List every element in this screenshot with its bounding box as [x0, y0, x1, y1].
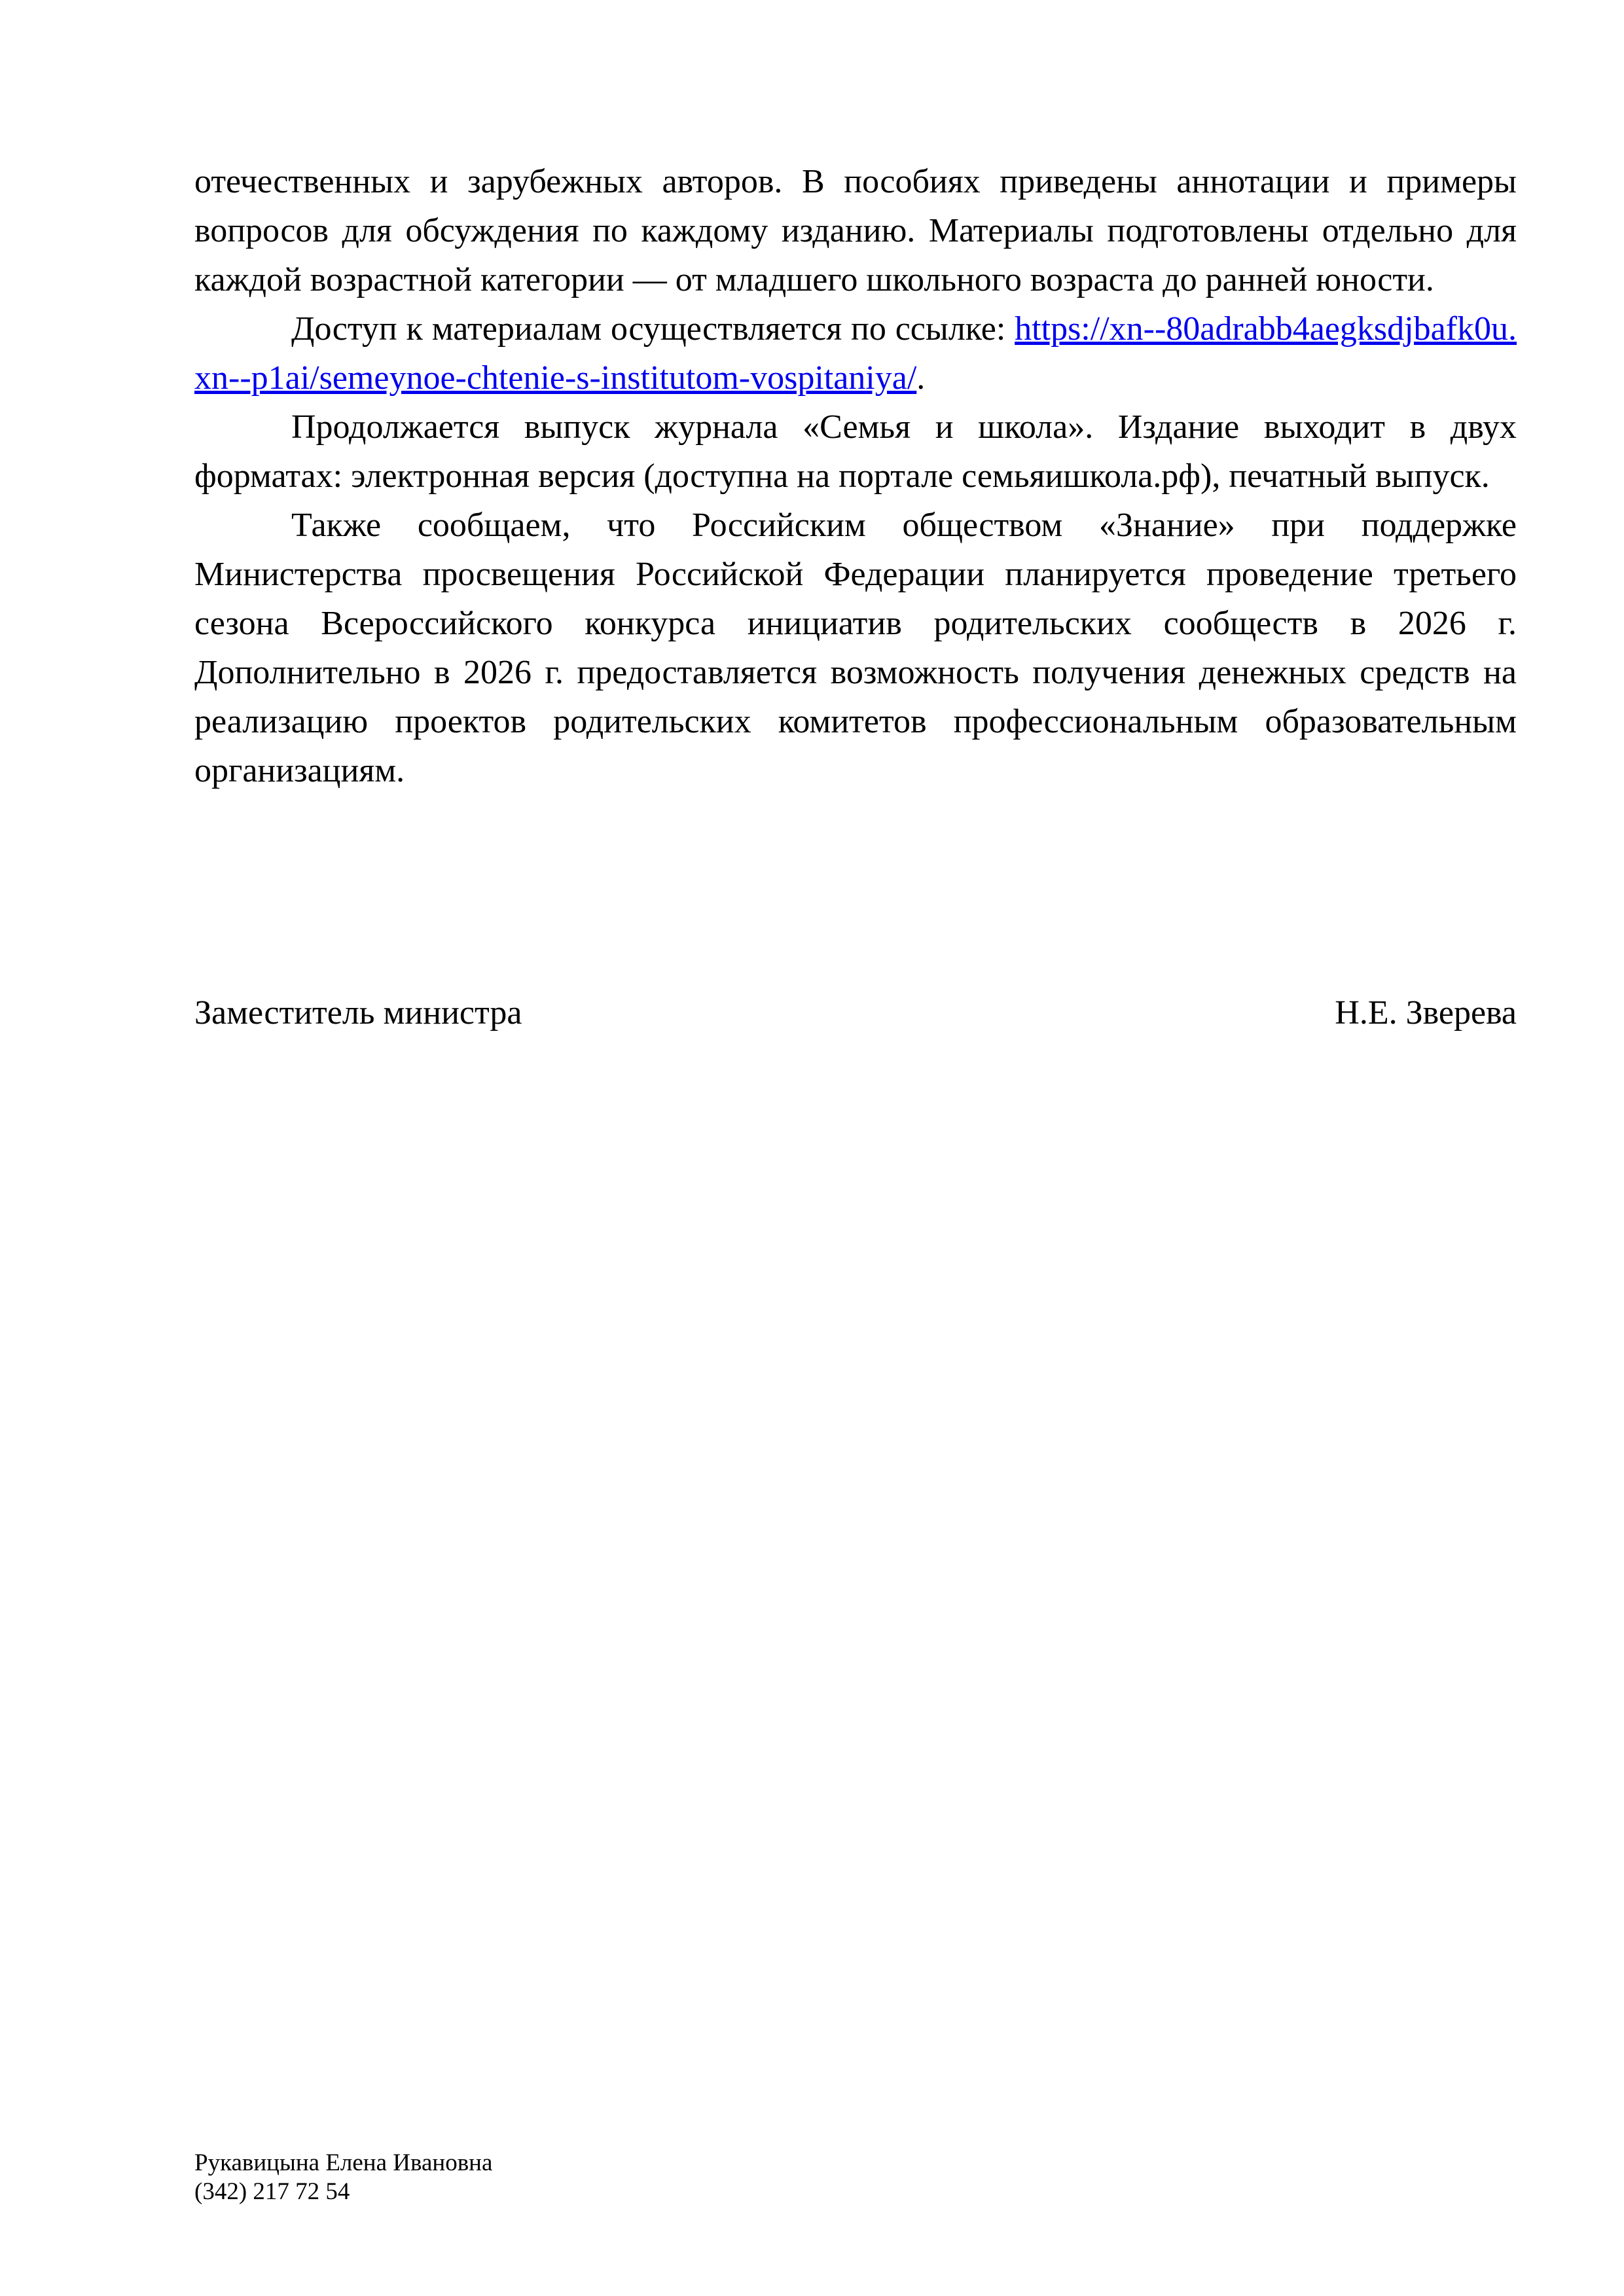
signatory-position: Заместитель министра: [194, 994, 522, 1031]
paragraph-2-text: Доступ к материалам осуществляется по ссылке:: [291, 310, 1015, 348]
document-body: [194, 157, 1517, 795]
executor-name: Рукавицына Елена Ивановна: [194, 2149, 493, 2176]
signatory-name: Н.Е. Зверева: [1335, 994, 1517, 1031]
materials-link[interactable]: https://xn--80adrabb4aegksdjbafk0u.xn--p1ai/semeynoe-chtenie-s-institutom-vospitaniya/: [194, 310, 1517, 397]
executor-phone: (342) 217 72 54: [194, 2178, 350, 2205]
paragraph-2: [194, 304, 1517, 403]
executor-footer: [194, 2149, 492, 2206]
signature-block: [194, 988, 1517, 1037]
paragraph-2-end: .: [916, 359, 926, 397]
paragraph-3: Продолжается выпуск журнала «Семья и школа». Издание выходит в двух форматах: электронная версия (доступна на портале семьяишкола.рф), печатный выпуск.: [194, 408, 1517, 495]
paragraph-1: отечественных и зарубежных авторов. В пособиях приведены аннотации и примеры вопросов для обсуждения по каждому изданию. Материалы подготовлены отдельно для каждой возрастной категории — от младшего школьного возраста до ранней юности.: [194, 163, 1517, 298]
paragraph-4: Также сообщаем, что Российским обществом «Знание» при поддержке Министерства просвещения Российской Федерации планируется проведение третьего сезона Всероссийского конкурса инициатив родительских сообществ в 2026 г. Дополнительно в 2026 г. предоставляется возможность получения денежных средств на реализацию проектов родительских комитетов профессиональным образовательным организациям.: [194, 507, 1517, 789]
